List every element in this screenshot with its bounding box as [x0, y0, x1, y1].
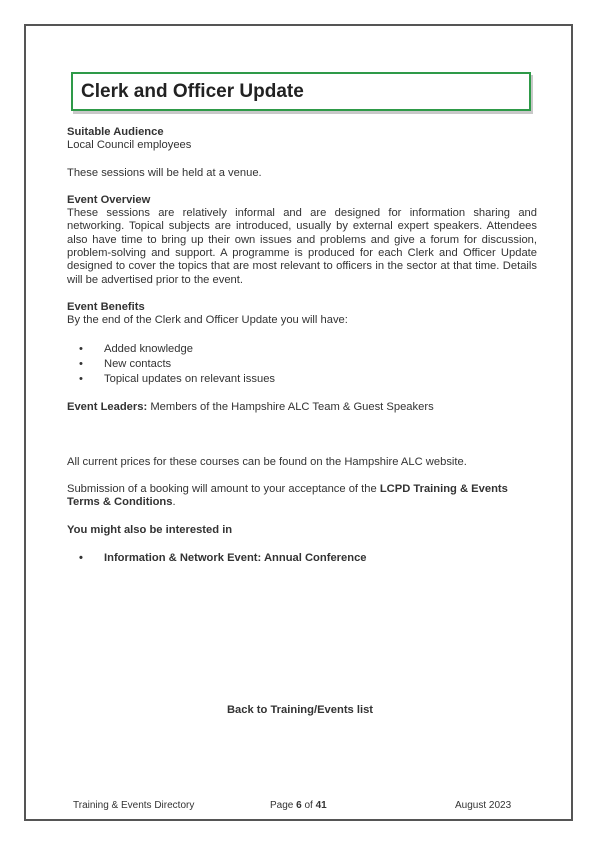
- footer-date: August 2023: [455, 800, 512, 811]
- list-item: • New contacts: [67, 357, 537, 372]
- footer-page-prefix: Page: [270, 800, 297, 811]
- audience-heading: Suitable Audience: [67, 126, 164, 138]
- leaders-label: Event Leaders:: [67, 400, 148, 413]
- audience-text: Local Council employees: [67, 139, 192, 152]
- footer-page-total: 41: [315, 800, 327, 811]
- related-event-link[interactable]: • Information & Network Event: Annual Conference: [67, 551, 537, 566]
- overview-text: These sessions are relatively informal and are designed for information sharing and networking. Topical subjects are introduced, usually by external expert speakers. Attendees also have time to bring up their own issues and problems and give a forum for discussion, problem-solving and support. A programme is produced for each Clerk and Officer Update designed to cover the topics that are most relevant to officers in the sector at that time. Details will be advertised prior to the event.: [67, 207, 537, 286]
- benefits-intro: By the end of the Clerk and Officer Update you will have:: [67, 314, 348, 327]
- venue-text: These sessions will be held at a venue.: [67, 166, 262, 179]
- overview-heading: Event Overview: [67, 193, 151, 206]
- benefits-list: [67, 342, 537, 387]
- submission-end: .: [172, 496, 176, 509]
- footer-left: Training & Events Directory: [73, 800, 195, 811]
- leaders-text: Members of the Hampshire ALC Team & Guest Speakers: [147, 400, 434, 413]
- list-item: • Topical updates on relevant issues: [67, 372, 537, 387]
- terms-link[interactable]: LCPD Training & Events Terms & Conditions: [67, 483, 508, 509]
- title-box: [71, 72, 531, 111]
- footer-page-current: 6: [296, 800, 302, 811]
- footer-page: [270, 800, 327, 811]
- interested-heading: You might also be interested in: [67, 523, 233, 536]
- page-title: Clerk and Officer Update: [81, 81, 304, 102]
- benefits-heading: Event Benefits: [67, 300, 145, 313]
- footer-page-of: of: [301, 800, 316, 811]
- interested-list: [67, 551, 537, 566]
- leaders-line: [67, 401, 537, 414]
- list-item: • Added knowledge: [67, 342, 537, 357]
- content: [67, 126, 537, 566]
- submission-prefix: Submission of a booking will amount to your acceptance of the: [67, 483, 380, 496]
- back-to-list-link[interactable]: Back to Training/Events list: [226, 704, 374, 716]
- submission-text: [67, 483, 537, 510]
- prices-text: All current prices for these courses can be found on the Hampshire ALC website.: [67, 455, 467, 468]
